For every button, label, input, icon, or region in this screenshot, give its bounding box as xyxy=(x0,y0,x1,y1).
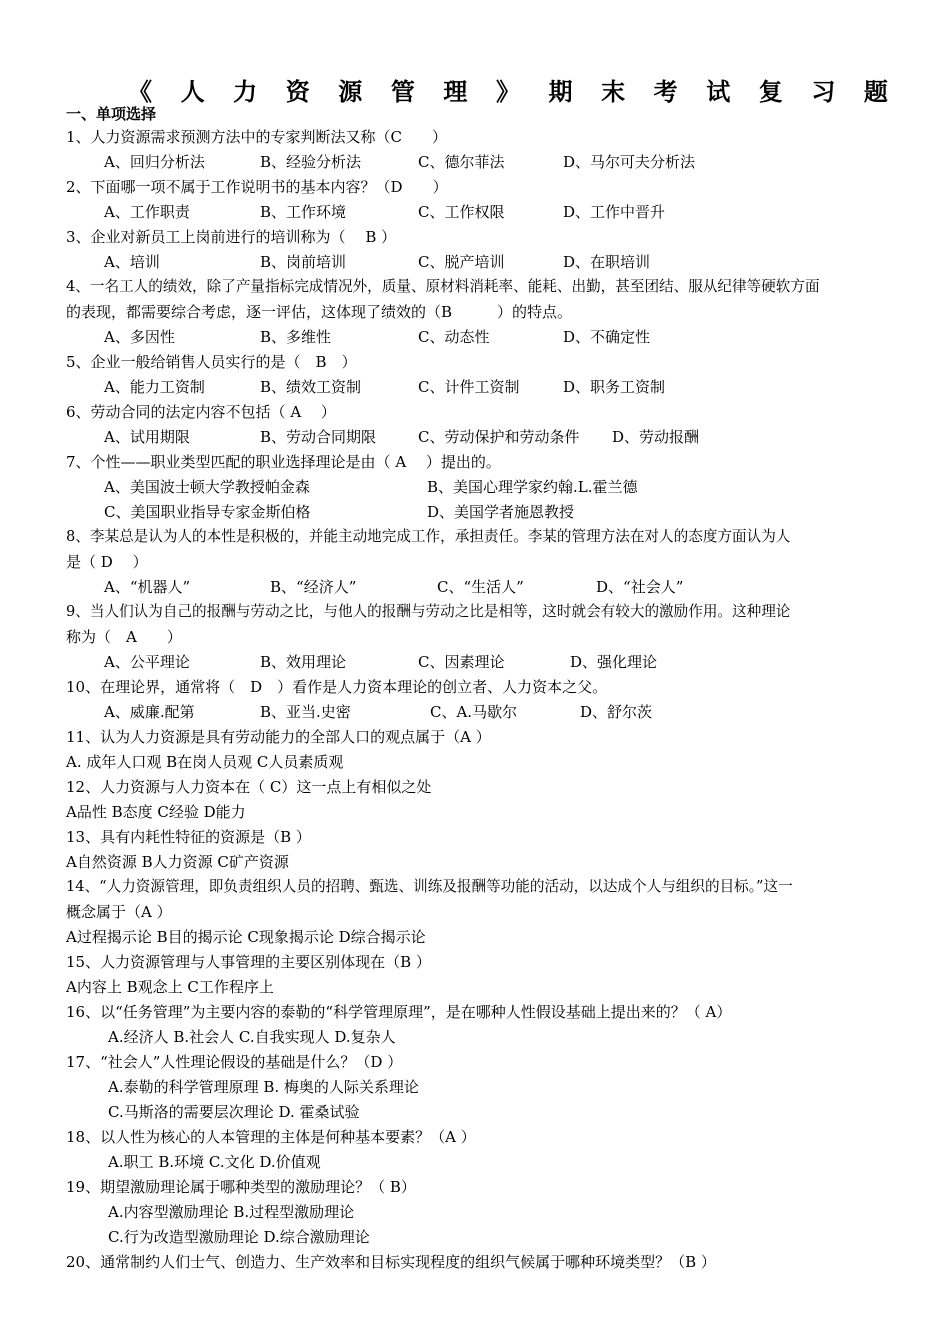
option-d: D、职务工资制 xyxy=(563,378,666,396)
question-stem: 8、李某总是认为人的本性是积极的，并能主动地完成工作，承担责任。李某的管理方法在对人的态度方面认为人 xyxy=(66,528,791,545)
option-b: B、美国心理学家约翰.L.霍兰德 xyxy=(427,478,638,496)
title-char: 末 xyxy=(601,76,626,106)
title-char: 理 xyxy=(443,76,468,106)
title-char: 资 xyxy=(285,76,310,106)
option-b: B、劳动合同期限 xyxy=(260,428,377,446)
option-d: D、在职培训 xyxy=(563,253,651,271)
question-options: A内容上 B观念上 C工作程序上 xyxy=(66,978,274,996)
question-stem: 13、具有内耗性特征的资源是（B ） xyxy=(66,828,311,846)
question-stem: 17、“社会人”人性理论假设的基础是什么？（D ） xyxy=(66,1053,403,1071)
option-c: C、“生活人” xyxy=(437,578,524,596)
question-options: A.内容型激励理论 B.过程型激励理论 xyxy=(108,1203,355,1221)
question-stem: 3、企业对新员工上岗前进行的培训称为（ B ） xyxy=(66,228,397,246)
title-char: 力 xyxy=(233,76,258,106)
title-char: 管 xyxy=(390,76,415,106)
question-stem: 10、在理论界，通常将（ D ）看作是人力资本理论的创立者、人力资本之父。 xyxy=(66,678,608,696)
title-char: 习 xyxy=(811,76,836,106)
question-stem: 14、“人力资源管理，即负责组织人员的招聘、甄选、训练及报酬等功能的活动，以达成个人与组织的目标。”这一 xyxy=(66,878,793,895)
option-b: B、绩效工资制 xyxy=(260,378,362,396)
option-a: A、培训 xyxy=(104,253,160,271)
option-c: C、脱产培训 xyxy=(418,253,505,271)
question-stem: 16、以“任务管理”为主要内容的泰勒的“科学管理原理”，是在哪种人性假设基础上提出来的？（ A） xyxy=(66,1003,732,1021)
question-stem: 6、劳动合同的法定内容不包括（ A ） xyxy=(66,403,336,421)
option-c: C、劳动保护和劳动条件 xyxy=(418,428,580,446)
section-heading: 一、单项选择 xyxy=(66,105,157,123)
title-char: 题 xyxy=(863,76,888,106)
option-c: C、计件工资制 xyxy=(418,378,520,396)
title-char: 》 xyxy=(495,76,520,106)
question-stem: 12、人力资源与人力资本在（ C）这一点上有相似之处 xyxy=(66,778,432,796)
title-char: 期 xyxy=(548,76,573,106)
question-options: A品性 B态度 C经验 D能力 xyxy=(66,803,246,821)
option-a: A、威廉.配第 xyxy=(104,703,195,721)
option-c: C、因素理论 xyxy=(418,653,505,671)
option-d: D、“社会人” xyxy=(596,578,684,596)
option-b: B、效用理论 xyxy=(260,653,347,671)
question-stem: 15、人力资源管理与人事管理的主要区别体现在（B ） xyxy=(66,953,431,971)
question-stem: 4、一名工人的绩效，除了产量指标完成情况外，质量、原材料消耗率、能耗、出勤，甚至团结、服从纪律等硬软方面 xyxy=(66,278,820,295)
option-a: A、能力工资制 xyxy=(104,378,205,396)
option-b: B、亚当.史密 xyxy=(260,703,351,721)
option-b: B、“经济人” xyxy=(270,578,357,596)
title-char: 试 xyxy=(706,76,731,106)
question-options: C.行为改造型激励理论 D.综合激励理论 xyxy=(108,1228,370,1246)
question-options: A.泰勒的科学管理原理 B. 梅奥的人际关系理论 xyxy=(108,1078,419,1096)
question-stem: 9、当人们认为自己的报酬与劳动之比，与他人的报酬与劳动之比是相等，这时就会有较大的激励作用。这种理论 xyxy=(66,603,791,620)
question-options: A自然资源 B人力资源 C矿产资源 xyxy=(66,853,289,871)
title-char: 人 xyxy=(180,76,205,106)
option-d: D、强化理论 xyxy=(570,653,658,671)
question-stem: 7、个性——职业类型匹配的职业选择理论是由（ A ）提出的。 xyxy=(66,453,501,471)
option-a: A、美国波士顿大学教授帕金森 xyxy=(104,478,310,496)
question-stem: 2、下面哪一项不属于工作说明书的基本内容？（D ） xyxy=(66,178,448,196)
option-c: C、动态性 xyxy=(418,328,490,346)
question-stem: 19、期望激励理论属于哪种类型的激励理论？（ B） xyxy=(66,1178,416,1196)
title-char: 复 xyxy=(758,76,783,106)
question-options: A.经济人 B.社会人 C.自我实现人 D.复杂人 xyxy=(108,1028,396,1046)
question-stem: 11、认为人力资源是具有劳动能力的全部人口的观点属于（A ） xyxy=(66,728,491,746)
title-char: 考 xyxy=(653,76,678,106)
option-a: A、“机器人” xyxy=(104,578,191,596)
option-a: A、工作职责 xyxy=(104,203,190,221)
question-stem: 1、人力资源需求预测方法中的专家判断法又称（C ） xyxy=(66,128,448,146)
question-stem: 18、以人性为核心的人本管理的主体是何种基本要素？（A ） xyxy=(66,1128,476,1146)
title-char: 源 xyxy=(338,76,363,106)
option-d: D、不确定性 xyxy=(563,328,651,346)
option-d: D、美国学者施恩教授 xyxy=(427,503,575,521)
question-stem-continued: 是（ D ） xyxy=(66,553,148,571)
option-d: D、工作中晋升 xyxy=(563,203,666,221)
question-stem: 5、企业一般给销售人员实行的是（ B ） xyxy=(66,353,357,371)
option-a: A、多因性 xyxy=(104,328,175,346)
question-options: A. 成年人口观 B在岗人员观 C人员素质观 xyxy=(66,753,344,771)
question-options: A.职工 B.环境 C.文化 D.价值观 xyxy=(108,1153,321,1171)
question-stem-continued: 称为（ A ） xyxy=(66,628,182,646)
option-a: A、回归分析法 xyxy=(104,153,205,171)
option-b: B、多维性 xyxy=(260,328,332,346)
option-c: C、德尔菲法 xyxy=(418,153,505,171)
question-stem-continued: 概念属于（A ） xyxy=(66,903,172,921)
question-options: C.马斯洛的需要层次理论 D. 霍桑试验 xyxy=(108,1103,360,1121)
option-c: C、美国职业指导专家金斯伯格 xyxy=(104,503,311,521)
question-stem: 20、通常制约人们士气、创造力、生产效率和目标实现程度的组织气候属于哪种环境类型？（B ） xyxy=(66,1253,716,1271)
question-options: A过程揭示论 B目的揭示论 C现象揭示论 D综合揭示论 xyxy=(66,928,426,946)
option-d: D、马尔可夫分析法 xyxy=(563,153,696,171)
option-b: B、岗前培训 xyxy=(260,253,347,271)
question-stem-continued: 的表现，都需要综合考虑，逐一评估，这体现了绩效的（B ）的特点。 xyxy=(66,303,573,321)
option-b: B、工作环境 xyxy=(260,203,347,221)
option-a: A、公平理论 xyxy=(104,653,190,671)
option-b: B、经验分析法 xyxy=(260,153,362,171)
title-char: 《 xyxy=(128,76,152,106)
option-d: D、舒尔茨 xyxy=(580,703,653,721)
option-d: D、劳动报酬 xyxy=(612,428,700,446)
option-c: C、A.马歇尔 xyxy=(430,703,518,721)
option-c: C、工作权限 xyxy=(418,203,505,221)
document-title xyxy=(128,72,888,106)
option-a: A、试用期限 xyxy=(104,428,190,446)
